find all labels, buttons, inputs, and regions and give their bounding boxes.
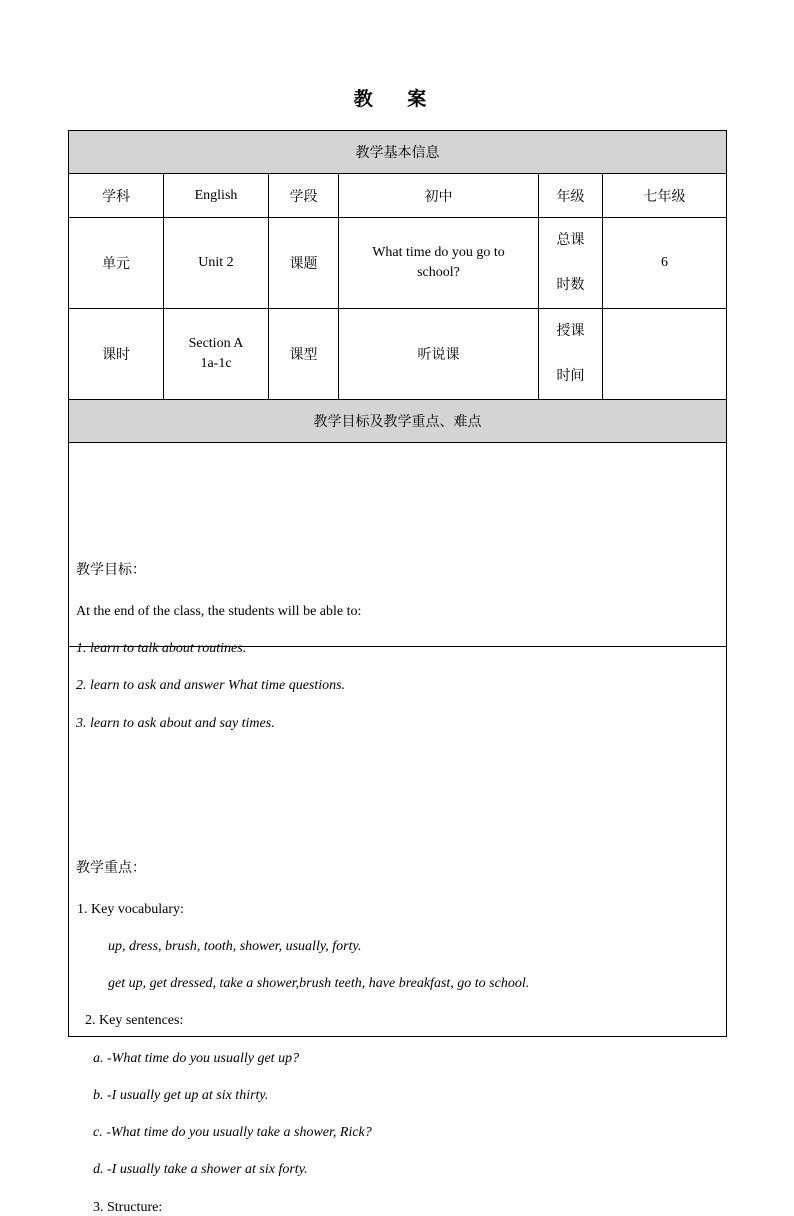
- total-hours-label-line1: 总课: [556, 232, 585, 248]
- key-sentence-item: b. -I usually get up at six thirty.: [93, 1087, 269, 1103]
- objectives-header-row: [69, 400, 727, 443]
- period-value: [164, 309, 269, 400]
- topic-value-line2: school?: [417, 265, 460, 280]
- objectives-header: 教学目标及教学重点、难点: [69, 400, 727, 443]
- teaching-time-label: [539, 309, 603, 400]
- teaching-time-value: [603, 309, 727, 400]
- lesson-type-label: 课型: [269, 309, 339, 400]
- unit-value: Unit 2: [164, 218, 269, 309]
- total-hours-label: [539, 218, 603, 309]
- subject-label: 学科: [69, 174, 164, 218]
- info-row-subject: [69, 174, 727, 218]
- topic-label: 课题: [269, 218, 339, 309]
- topic-value-line1: What time do you go to: [372, 245, 505, 260]
- lesson-plan-table: [68, 130, 727, 1215]
- key-sentence-item: d. -I usually take a shower at six forty.: [93, 1161, 308, 1177]
- structure-label: 3. Structure:: [93, 1199, 163, 1215]
- basic-info-header-row: [69, 131, 727, 174]
- objectives-row: [69, 443, 727, 647]
- topic-value: [339, 218, 539, 309]
- key-points-cell: [69, 647, 727, 1215]
- objectives-cell: [69, 443, 727, 731]
- total-hours-label-line2: 时数: [556, 277, 585, 293]
- objective-item: 2. learn to ask and answer What time questions.: [76, 677, 346, 693]
- key-sentence-item: c. -What time do you usually take a shower, Rick?: [93, 1124, 372, 1140]
- key-sentences-label: 2. Key sentences:: [85, 1012, 184, 1028]
- grade-value: 七年级: [603, 174, 727, 218]
- period-value-line2: 1a-1c: [200, 356, 232, 371]
- key-sentence-item: a. -What time do you usually get up?: [93, 1050, 300, 1066]
- teaching-time-label-line1: 授课: [556, 323, 585, 339]
- objectives-heading: 教学目标：: [76, 561, 146, 578]
- objective-item: 3. learn to ask about and say times.: [76, 715, 275, 731]
- stage-value: 初中: [339, 174, 539, 218]
- stage-label: 学段: [269, 174, 339, 218]
- page-title: 教 案: [353, 88, 441, 110]
- subject-value: English: [164, 174, 269, 218]
- lesson-type-value: 听说课: [339, 309, 539, 400]
- objective-item: 1. learn to talk about routines.: [76, 640, 247, 656]
- key-vocabulary-label: 1. Key vocabulary:: [77, 901, 184, 917]
- key-vocabulary-phrases: get up, get dressed, take a shower,brush teeth, have breakfast, go to school.: [108, 975, 530, 991]
- info-row-unit: [69, 218, 727, 309]
- teaching-time-label-line2: 时间: [556, 368, 585, 384]
- grade-label: 年级: [539, 174, 603, 218]
- objectives-intro: At the end of the class, the students will be able to:: [76, 603, 362, 619]
- key-points-row: [69, 647, 727, 1037]
- period-value-line1: Section A: [188, 336, 244, 351]
- basic-info-header: 教学基本信息: [69, 131, 727, 174]
- info-row-period: [69, 309, 727, 400]
- total-hours-value: 6: [603, 218, 727, 309]
- key-points-heading: 教学重点：: [76, 859, 146, 876]
- period-label: 课时: [69, 309, 164, 400]
- key-vocabulary-words: up, dress, brush, tooth, shower, usually, forty.: [108, 938, 362, 954]
- unit-label: 单元: [69, 218, 164, 309]
